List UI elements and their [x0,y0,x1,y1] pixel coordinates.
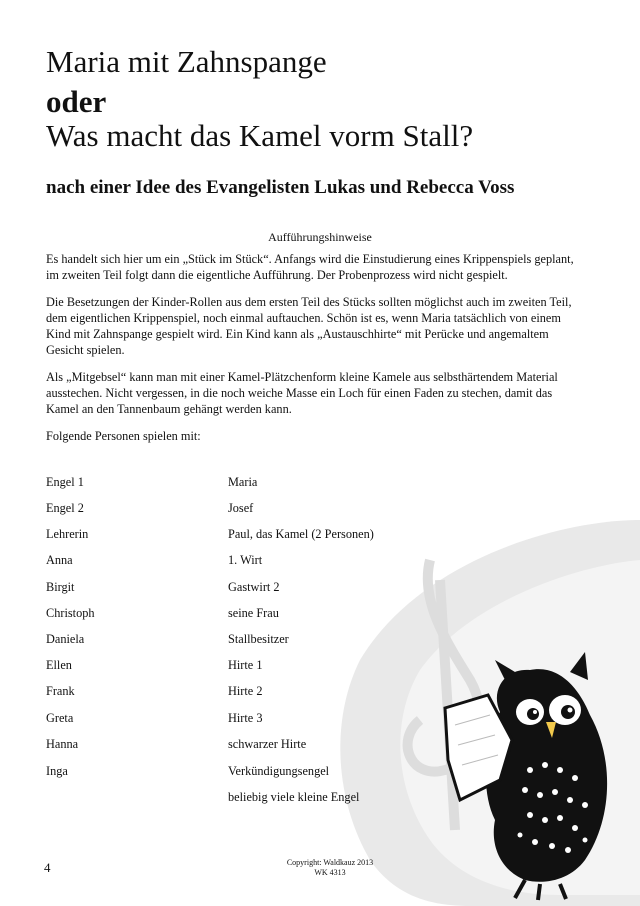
cast-role-left: Christoph [46,606,95,620]
cast-role-right: Maria [228,475,258,489]
cast-role-left: Greta [46,711,74,725]
copyright-notice [240,858,420,878]
cast-role-right: Hirte 3 [228,711,263,725]
cast-role-right: Hirte 2 [228,684,263,698]
paragraph-1: Es handelt sich hier um ein „Stück im Stück“. Anfangs wird die Einstudierung eines Krippenspiels geplant, im zweiten Teil folgt dann die eigentliche Aufführung. Der Probenprozess wird nicht gespielt. [46,252,574,282]
cast-role-right: Hirte 1 [228,658,263,672]
cast-row [46,553,446,571]
cast-role-right: Gastwirt 2 [228,580,280,594]
title-line-3: Was macht das Kamel vorm Stall? [46,118,474,153]
catalog-number: WK 4313 [314,868,346,877]
cast-role-left: Hanna [46,737,79,751]
cast-role-right: schwarzer Hirte [228,737,307,751]
cast-row [46,475,446,493]
cast-row [46,790,446,808]
cast-role-right: Stallbesitzer [228,632,289,646]
subtitle: nach einer Idee des Evangelisten Lukas und Rebecca Voss [46,177,515,198]
title-line-2: oder [46,84,107,119]
cast-role-left: Inga [46,764,68,778]
cast-row [46,580,446,598]
cast-role-right: seine Frau [228,606,279,620]
cast-row [46,632,446,650]
cast-role-right: beliebig viele kleine Engel [228,790,360,804]
cast-role-left: Engel 2 [46,501,84,515]
cast-role-right: Verkündigungsengel [228,764,330,778]
page-number: 4 [44,860,51,875]
cast-row [46,658,446,676]
cast-row [46,527,446,545]
cast-row [46,684,446,702]
cast-role-left: Lehrerin [46,527,89,541]
cast-role-right: Josef [228,501,254,515]
cast-role-right: Paul, das Kamel (2 Personen) [228,527,374,541]
paragraph-3: Als „Mitgebsel“ kann man mit einer Kamel-Plätzchenform kleine Kamele aus selbsthärtendem Material ausstechen. Nicht vergessen, in die noch weiche Masse ein Loch für einen Faden zu stechen, damit das Kamel an den Tannenbaum gehängt werden kann. [46,370,558,416]
cast-role-right: 1. Wirt [228,553,263,567]
cast-row [46,501,446,519]
cast-row [46,764,446,782]
cast-role-left: Birgit [46,580,75,594]
cast-role-left: Daniela [46,632,85,646]
cast-role-left: Engel 1 [46,475,84,489]
cast-role-left: Ellen [46,658,72,672]
cast-row [46,711,446,729]
title-line-1: Maria mit Zahnspange [46,44,327,79]
cast-row [46,737,446,755]
cast-row [46,606,446,624]
paragraph-2: Die Besetzungen der Kinder-Rollen aus dem ersten Teil des Stücks sollten möglichst auch im zweiten Teil, dem eigentlichen Krippenspiel, noch einmal auftauchen. Schön ist es, wenn Maria tatsächlich von einem Kind mit Zahnspange gespielt wird. Ein Kind kann als „Austauschhirte“ mit Perücke und angemaltem Gesicht spielen. [46,295,572,357]
cast-role-left: Frank [46,684,75,698]
cast-role-left: Anna [46,553,73,567]
section-heading: Aufführungshinweise [268,230,372,244]
copyright-line: Copyright: Waldkauz 2013 [286,858,374,867]
cast-intro: Folgende Personen spielen mit: [46,429,201,443]
